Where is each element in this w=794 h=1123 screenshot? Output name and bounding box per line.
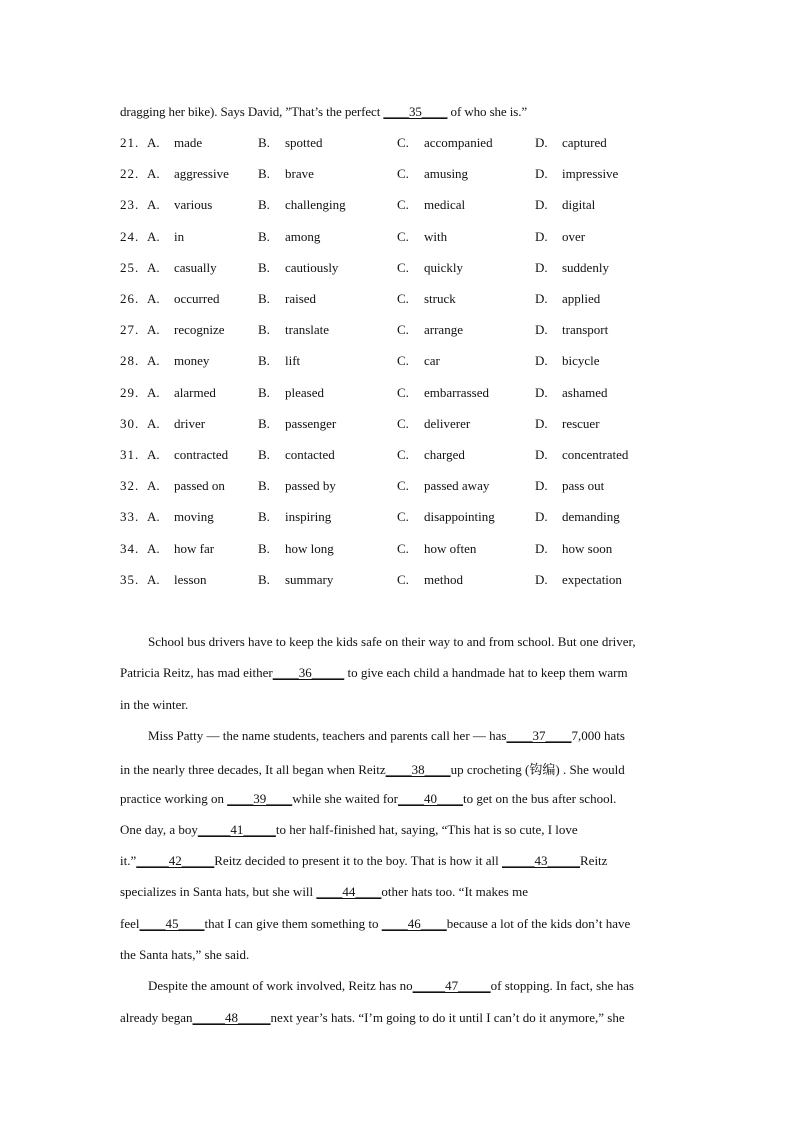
option — [258, 509, 331, 525]
option — [397, 260, 463, 276]
option-letter: C. — [397, 447, 409, 462]
passage-text: in the winter. — [120, 696, 189, 712]
option-text: captured — [562, 135, 607, 150]
answer-blank: ____38____ — [385, 762, 451, 778]
question-number: 31. — [120, 447, 140, 462]
question-row — [120, 229, 680, 249]
question-number: 34. — [120, 540, 140, 556]
option-letter: D. — [535, 540, 548, 556]
option-letter: A. — [147, 571, 160, 587]
question-number: 27. — [120, 322, 140, 338]
option-letter: B. — [258, 384, 270, 400]
option-letter: C. — [397, 166, 409, 182]
option — [258, 197, 346, 213]
question-row — [120, 572, 680, 592]
question-row — [120, 322, 680, 342]
question-number: 32. — [120, 478, 140, 494]
option-text: digital — [562, 197, 596, 213]
option — [258, 416, 336, 432]
question-row — [120, 291, 680, 311]
option — [258, 260, 338, 276]
option-letter: C. — [397, 353, 409, 369]
passage-text: One day, a boy — [120, 821, 198, 837]
option-letter: A. — [147, 415, 160, 431]
intro-line — [120, 104, 527, 120]
question-row — [120, 385, 680, 405]
option — [535, 541, 612, 557]
option-letter: A. — [147, 291, 160, 306]
answer-blank: ____36_____ — [272, 665, 345, 681]
option-text: passed on — [174, 478, 225, 494]
intro-text-after: of who she is.” — [447, 104, 528, 119]
intro-text-before: dragging her bike). Says David, ”That’s the perfect — [120, 104, 384, 119]
option — [147, 322, 225, 338]
option-letter: A. — [147, 353, 160, 369]
option — [258, 447, 335, 463]
question-number: 28. — [120, 353, 140, 369]
option-letter: A. — [147, 135, 160, 150]
question-number: 29. — [120, 384, 140, 400]
option-letter: A. — [147, 259, 160, 275]
option-text: passenger — [285, 415, 337, 431]
option-letter: B. — [258, 447, 270, 462]
question-number: 30. — [120, 415, 140, 431]
option-letter: A. — [147, 197, 160, 213]
passage-text: to get on the bus after school. — [463, 790, 617, 806]
question-row — [120, 478, 680, 498]
answer-blank: _____48_____ — [192, 1009, 271, 1025]
option-text: pleased — [285, 384, 324, 400]
option — [397, 416, 470, 432]
option-text: applied — [562, 291, 601, 306]
option — [258, 166, 314, 182]
passage-line — [120, 884, 528, 900]
option-text: suddenly — [562, 259, 609, 275]
option-letter: C. — [397, 259, 409, 275]
option-text: impressive — [562, 166, 619, 182]
option-letter: A. — [147, 322, 160, 338]
question-number: 35. — [120, 571, 140, 587]
option-text: how soon — [562, 540, 613, 556]
option-text: charged — [424, 447, 465, 462]
option-text: casually — [174, 259, 217, 275]
option-text: with — [424, 228, 448, 244]
option-text: contacted — [285, 447, 335, 462]
option — [147, 509, 214, 525]
option-text: raised — [285, 291, 317, 306]
option-letter: B. — [258, 166, 270, 182]
option-letter: B. — [258, 197, 270, 213]
option — [535, 229, 585, 245]
option-text: aggressive — [174, 166, 229, 182]
option-text: spotted — [285, 135, 323, 150]
passage-text: up crocheting (钩编) . She would — [450, 762, 625, 778]
question-row — [120, 135, 680, 155]
passage-text: of stopping. In fact, she has — [490, 978, 634, 994]
option-letter: A. — [147, 540, 160, 556]
option-text: over — [562, 228, 586, 244]
option-letter: C. — [397, 322, 409, 338]
option-letter: B. — [258, 353, 270, 369]
option-letter: D. — [535, 166, 548, 182]
option — [397, 229, 447, 245]
option-letter: D. — [535, 353, 548, 369]
option-text: recognize — [174, 322, 225, 338]
option-text: medical — [424, 197, 466, 213]
option-letter: C. — [397, 291, 409, 306]
option — [147, 447, 228, 463]
option — [147, 478, 225, 494]
option — [147, 166, 229, 182]
option-text: lift — [285, 353, 301, 369]
option-letter: B. — [258, 322, 270, 338]
option-text: car — [424, 353, 440, 369]
answer-blank: ____37____ — [506, 727, 572, 743]
option-letter: C. — [397, 197, 409, 213]
option — [535, 353, 600, 369]
option — [397, 478, 489, 494]
option — [258, 385, 324, 401]
option-text: expectation — [562, 571, 622, 587]
option — [397, 541, 476, 557]
option-text: passed away — [424, 478, 490, 494]
option-letter: C. — [397, 135, 409, 150]
option-letter: C. — [397, 509, 409, 525]
option-text: accompanied — [424, 135, 493, 150]
passage-text: practice working on — [120, 790, 228, 806]
option — [535, 478, 604, 494]
option-letter: D. — [535, 509, 548, 525]
option — [535, 166, 618, 182]
option-text: concentrated — [562, 447, 629, 462]
option-letter: D. — [535, 384, 548, 400]
option-letter: C. — [397, 571, 409, 587]
passage-text: while she waited for — [292, 790, 398, 806]
question-row — [120, 416, 680, 436]
option-letter: D. — [535, 228, 548, 244]
passage-text: to give each child a handmade hat to keep them warm — [344, 665, 628, 681]
answer-blank: _____47_____ — [412, 978, 491, 994]
passage-text: other hats too. “It makes me — [381, 884, 528, 900]
question-row — [120, 509, 680, 529]
option-letter: B. — [258, 540, 270, 556]
option-letter: A. — [147, 509, 160, 525]
option-letter: B. — [258, 571, 270, 587]
passage-line — [120, 1010, 625, 1026]
question-number: 24. — [120, 228, 140, 244]
option-letter: C. — [397, 415, 409, 431]
passage-line — [120, 822, 578, 838]
passage-text: next year’s hats. “I’m going to do it until I can’t do it anymore,” she — [270, 1009, 625, 1025]
option — [147, 260, 217, 276]
option-letter: D. — [535, 135, 548, 150]
option — [258, 478, 336, 494]
option — [397, 447, 465, 463]
option — [535, 416, 600, 432]
passage-line — [120, 759, 625, 778]
answer-blank: ____45____ — [139, 915, 205, 931]
option-text: inspiring — [285, 509, 332, 525]
option-letter: A. — [147, 447, 160, 462]
option-letter: A. — [147, 228, 160, 244]
option-text: deliverer — [424, 415, 471, 431]
option — [147, 135, 202, 151]
option — [147, 229, 184, 245]
option-text: made — [174, 135, 203, 150]
question-row — [120, 260, 680, 280]
answer-blank: _____43_____ — [502, 853, 580, 869]
answer-blank: _____41_____ — [197, 821, 276, 837]
question-number: 23. — [120, 197, 140, 213]
passage-text: Reitz — [580, 853, 608, 869]
option-letter: B. — [258, 291, 270, 306]
passage-line — [120, 791, 616, 807]
option-text: money — [174, 353, 210, 369]
passage-text: specializes in Santa hats, but she will — [120, 884, 317, 900]
option-text: how often — [424, 540, 477, 556]
answer-blank: ____39____ — [227, 790, 293, 806]
option-text: embarrassed — [424, 384, 489, 400]
passage-text: School bus drivers have to keep the kids safe on their way to and from school. But one driver, — [148, 634, 636, 649]
option-text: lesson — [174, 571, 207, 587]
option-text: alarmed — [174, 384, 216, 400]
option-letter: B. — [258, 259, 270, 275]
passage-line — [120, 916, 630, 932]
passage-text: Reitz decided to present it to the boy. That is how it all — [214, 853, 502, 869]
option-letter: B. — [258, 509, 270, 525]
option-text: various — [174, 197, 213, 213]
option — [258, 322, 329, 338]
option-text: summary — [285, 571, 334, 587]
answer-blank: ____46____ — [381, 915, 447, 931]
option-letter: C. — [397, 478, 409, 494]
option — [147, 541, 214, 557]
option-text: driver — [174, 415, 206, 431]
option-text: translate — [285, 322, 330, 338]
option — [397, 291, 456, 307]
option-letter: D. — [535, 571, 548, 587]
passage-line — [120, 853, 607, 869]
question-row — [120, 353, 680, 373]
option-text: challenging — [285, 197, 346, 213]
question-number: 26. — [120, 291, 140, 306]
option-letter: D. — [535, 291, 548, 306]
option — [535, 197, 595, 213]
option — [147, 353, 209, 369]
passage-line — [120, 665, 628, 681]
option-text: rescuer — [562, 415, 600, 431]
option-letter: C. — [397, 384, 409, 400]
option — [535, 509, 620, 525]
option-letter: B. — [258, 478, 270, 494]
option-text: pass out — [562, 478, 605, 494]
question-number: 22. — [120, 166, 140, 182]
option — [147, 385, 216, 401]
option-text: quickly — [424, 259, 463, 275]
option-text: how far — [174, 540, 215, 556]
option — [535, 260, 609, 276]
option-text: brave — [285, 166, 314, 182]
option-text: passed by — [285, 478, 336, 494]
option — [258, 291, 316, 307]
question-row — [120, 541, 680, 561]
question-number: 21. — [120, 135, 140, 150]
option-text: cautiously — [285, 259, 339, 275]
option — [397, 322, 463, 338]
passage-text: Miss Patty — the name students, teachers and parents call her — has — [148, 727, 507, 743]
passage-line — [120, 947, 249, 963]
option-text: amusing — [424, 166, 469, 182]
option-letter: D. — [535, 322, 548, 338]
option-letter: D. — [535, 259, 548, 275]
option-text: how long — [285, 540, 334, 556]
option — [535, 291, 600, 307]
option — [258, 541, 334, 557]
passage-text: Despite the amount of work involved, Reitz has no — [148, 978, 413, 994]
option-letter: D. — [535, 197, 548, 213]
option-text: contracted — [174, 447, 229, 462]
answer-blank: ____40____ — [398, 790, 463, 806]
option-text: among — [285, 228, 321, 244]
option — [397, 572, 463, 588]
option-letter: D. — [535, 447, 548, 462]
passage-line — [148, 978, 634, 994]
option — [535, 572, 622, 588]
passage-text: already began — [120, 1009, 193, 1025]
passage-line — [148, 728, 625, 744]
option-text: occurred — [174, 291, 220, 306]
option-letter: A. — [147, 478, 160, 494]
passage-text: 7,000 hats — [571, 727, 625, 743]
option — [147, 197, 212, 213]
answer-blank: ____44____ — [316, 884, 382, 900]
option-text: bicycle — [562, 353, 600, 369]
option-letter: A. — [147, 384, 160, 400]
option-letter: C. — [397, 540, 409, 556]
option — [535, 322, 608, 338]
passage-text: in the nearly three decades, It all began when Reitz — [120, 762, 386, 778]
question-number: 25. — [120, 259, 140, 275]
question-row — [120, 166, 680, 186]
option-text: demanding — [562, 509, 620, 525]
option-letter: D. — [535, 415, 548, 431]
blank-35: ____35____ — [383, 104, 448, 119]
option-text: method — [424, 571, 463, 587]
option — [535, 385, 607, 401]
passage-line — [148, 634, 636, 650]
option-text: transport — [562, 322, 609, 338]
option — [397, 353, 440, 369]
question-number: 33. — [120, 509, 140, 525]
option-letter: A. — [147, 166, 160, 182]
option-letter: B. — [258, 415, 270, 431]
option — [535, 447, 628, 463]
passage-line — [120, 697, 188, 713]
option-letter: B. — [258, 228, 270, 244]
passage-text: that I can give them something to — [204, 915, 382, 931]
option — [147, 291, 219, 307]
option — [147, 416, 205, 432]
option-text: ashamed — [562, 384, 608, 400]
option — [397, 385, 489, 401]
passage-text: the Santa hats,” she said. — [120, 947, 250, 962]
answer-blank: _____42_____ — [136, 853, 215, 869]
option — [258, 353, 300, 369]
option-text: struck — [424, 291, 456, 306]
option-text: arrange — [424, 322, 463, 338]
option — [397, 509, 495, 525]
option-text: disappointing — [424, 509, 495, 525]
passage-text: to her half-finished hat, saying, “This hat is so cute, I love — [275, 821, 578, 837]
option-text: in — [174, 228, 185, 244]
option — [258, 572, 333, 588]
option — [147, 572, 207, 588]
option-text: moving — [174, 509, 214, 525]
question-row — [120, 447, 680, 467]
option — [535, 135, 607, 151]
passage-text: because a lot of the kids don’t have — [446, 915, 631, 931]
option-letter: C. — [397, 228, 409, 244]
option — [397, 135, 493, 151]
option — [258, 229, 320, 245]
question-row — [120, 197, 680, 217]
option — [397, 166, 468, 182]
passage-text: feel — [120, 915, 140, 931]
passage-text: Patricia Reitz, has mad either — [120, 665, 273, 681]
option-letter: D. — [535, 478, 548, 494]
option-letter: B. — [258, 135, 270, 150]
option — [397, 197, 465, 213]
passage-text: it.” — [120, 853, 137, 869]
option — [258, 135, 323, 151]
